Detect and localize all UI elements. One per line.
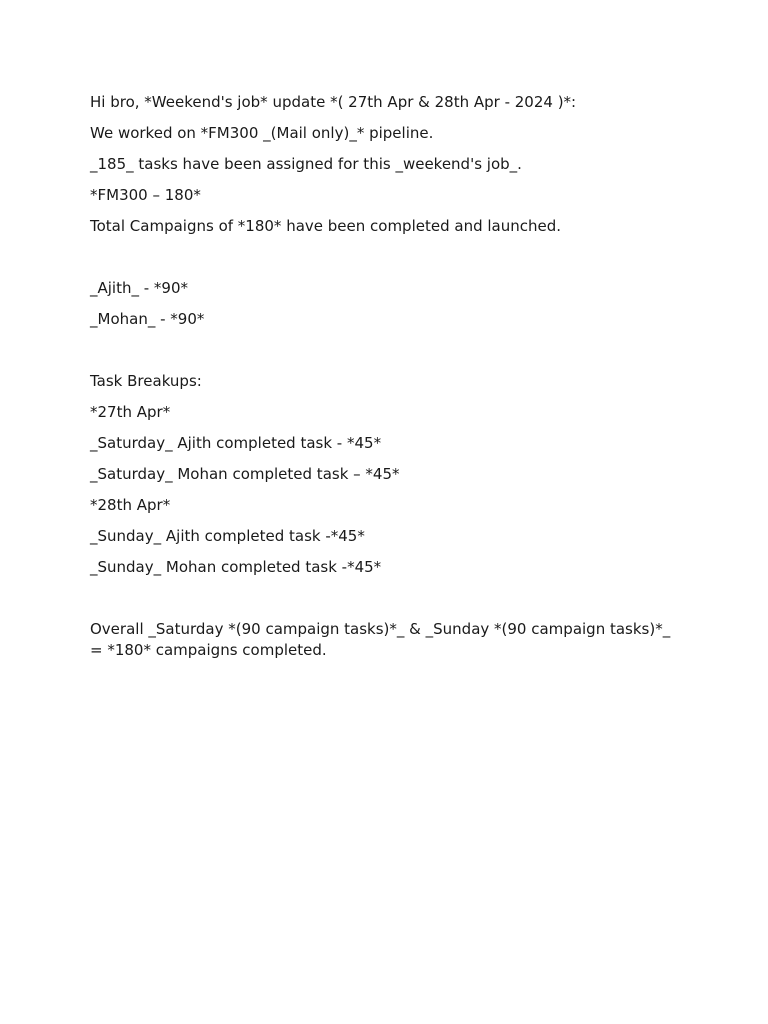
overall-line: Overall _Saturday *(90 campaign tasks)*_ & _Sunday *(90 campaign tasks)*_ = *180* campaigns completed. [90, 620, 671, 659]
breakup-heading: Task Breakups: [90, 372, 202, 390]
day2-ajith: _Sunday_ Ajith completed task -*45* [90, 527, 365, 545]
spacer [90, 247, 690, 278]
day2-label: *28th Apr* [90, 496, 171, 514]
message-body [90, 92, 690, 671]
spacer [90, 340, 690, 371]
day1-label: *27th Apr* [90, 403, 171, 421]
day1-mohan: _Saturday_ Mohan completed task – *45* [90, 465, 400, 483]
pipeline-line: We worked on *FM300 _(Mail only)_* pipeline. [90, 124, 434, 142]
greeting-line: Hi bro, *Weekend's job* update *( 27th Apr & 28th Apr - 2024 )*: [90, 93, 577, 111]
person-mohan: _Mohan_ - *90* [90, 310, 205, 328]
total-line: Total Campaigns of *180* have been completed and launched. [90, 217, 562, 235]
fm300-line: *FM300 – 180* [90, 186, 201, 204]
assigned-line: _185_ tasks have been assigned for this _weekend's job_. [90, 155, 522, 173]
day1-ajith: _Saturday_ Ajith completed task - *45* [90, 434, 382, 452]
spacer [90, 588, 690, 619]
day2-mohan: _Sunday_ Mohan completed task -*45* [90, 558, 382, 576]
person-ajith: _Ajith_ - *90* [90, 279, 189, 297]
